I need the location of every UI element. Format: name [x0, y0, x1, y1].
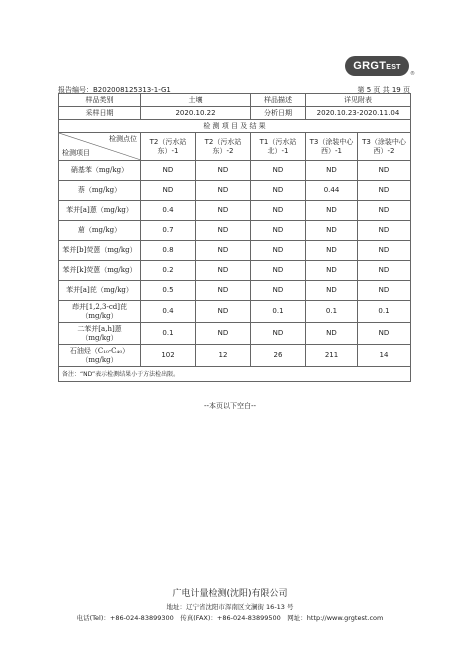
- table-row: [59, 345, 411, 367]
- result-cell: 102: [141, 345, 196, 367]
- section-title-row: [59, 120, 411, 133]
- result-cell: ND: [358, 281, 411, 301]
- result-cell: 0.8: [141, 241, 196, 261]
- result-cell: 0.1: [306, 301, 358, 323]
- table-row: [59, 161, 411, 181]
- result-cell: ND: [306, 241, 358, 261]
- analysis-date-label: 分析日期: [251, 107, 306, 120]
- column-header: T1（污水站 北）-1: [251, 133, 306, 161]
- result-cell: ND: [306, 281, 358, 301]
- result-cell: 26: [251, 345, 306, 367]
- item-name: 石油烃（C₁₀-C₄₀） （mg/kg）: [59, 345, 141, 367]
- result-cell: ND: [306, 161, 358, 181]
- result-cell: ND: [358, 181, 411, 201]
- sampling-date-label: 采样日期: [59, 107, 141, 120]
- results-table: [58, 93, 411, 382]
- sample-type-value: 土壤: [141, 94, 251, 107]
- table-row: [59, 281, 411, 301]
- result-cell: ND: [196, 201, 251, 221]
- sampling-date-value: 2020.10.22: [141, 107, 251, 120]
- table-row: [59, 181, 411, 201]
- result-cell: ND: [141, 181, 196, 201]
- result-cell: ND: [306, 261, 358, 281]
- result-cell: ND: [251, 161, 306, 181]
- table-row: [59, 241, 411, 261]
- result-cell: ND: [358, 221, 411, 241]
- result-cell: 0.4: [141, 201, 196, 221]
- report-number: 报告编号：B202008125313-1-G1: [58, 86, 171, 94]
- result-cell: ND: [251, 281, 306, 301]
- result-cell: ND: [196, 301, 251, 323]
- footer-company: 广电计量检测(沈阳)有限公司: [172, 589, 288, 599]
- result-cell: 0.44: [306, 181, 358, 201]
- result-cell: ND: [196, 161, 251, 181]
- table-row: [59, 201, 411, 221]
- result-cell: ND: [358, 261, 411, 281]
- column-header: T2（污水站 东）-1: [141, 133, 196, 161]
- item-name: 苯并[k]荧蒽（mg/kg）: [59, 261, 141, 281]
- result-cell: ND: [251, 241, 306, 261]
- result-cell: ND: [251, 181, 306, 201]
- result-cell: ND: [196, 323, 251, 345]
- result-cell: ND: [358, 201, 411, 221]
- result-cell: 0.1: [251, 301, 306, 323]
- result-cell: 0.1: [141, 323, 196, 345]
- result-cell: ND: [196, 221, 251, 241]
- result-cell: ND: [306, 201, 358, 221]
- result-cell: ND: [196, 181, 251, 201]
- result-cell: ND: [306, 323, 358, 345]
- result-cell: 0.4: [141, 301, 196, 323]
- company-logo: GRGTEST: [345, 56, 409, 76]
- result-cell: 0.1: [358, 301, 411, 323]
- item-name: 二苯并[a,h]蒽 （mg/kg）: [59, 323, 141, 345]
- column-header: T3（涂装中心 西）-2: [358, 133, 411, 161]
- result-cell: 0.5: [141, 281, 196, 301]
- item-name: 䓛（mg/kg）: [59, 221, 141, 241]
- result-cell: ND: [358, 241, 411, 261]
- result-cell: ND: [196, 281, 251, 301]
- item-name: 硝基苯（mg/kg）: [59, 161, 141, 181]
- result-cell: 0.2: [141, 261, 196, 281]
- result-cell: ND: [196, 241, 251, 261]
- page-number: 第 5 页 共 19 页: [357, 86, 410, 94]
- result-cell: ND: [358, 161, 411, 181]
- info-row-1: [59, 94, 411, 107]
- column-header-row: [59, 133, 411, 161]
- point-header: 检测点位: [109, 135, 137, 143]
- sample-desc-label: 样品描述: [251, 94, 306, 107]
- result-cell: ND: [251, 201, 306, 221]
- item-name: 苯并[a]芘（mg/kg）: [59, 281, 141, 301]
- result-cell: ND: [141, 161, 196, 181]
- table-row: [59, 323, 411, 345]
- result-cell: ND: [251, 261, 306, 281]
- result-cell: ND: [358, 323, 411, 345]
- result-cell: 14: [358, 345, 411, 367]
- footer-address: 地址：辽宁省沈阳市浑南区文澜街 16-13 号: [166, 603, 294, 611]
- diagonal-header-cell: [59, 133, 141, 161]
- table-row: [59, 221, 411, 241]
- result-cell: ND: [251, 323, 306, 345]
- result-cell: ND: [306, 221, 358, 241]
- table-note: 备注：“ND”表示检测结果小于方法检出限。: [59, 367, 411, 382]
- result-cell: 211: [306, 345, 358, 367]
- analysis-date-value: 2020.10.23-2020.11.04: [306, 107, 411, 120]
- section-title: 检 测 项 目 及 结 果: [59, 120, 411, 133]
- registered-mark: ®: [410, 71, 415, 77]
- result-cell: 0.7: [141, 221, 196, 241]
- sample-type-label: 样品类别: [59, 94, 141, 107]
- column-header: T2（污水站 东）-2: [196, 133, 251, 161]
- note-row: [59, 367, 411, 382]
- sample-desc-value: 详见附表: [306, 94, 411, 107]
- result-cell: ND: [196, 261, 251, 281]
- item-name: 茚并[1,2,3-cd]芘 （mg/kg）: [59, 301, 141, 323]
- table-row: [59, 261, 411, 281]
- result-cell: 12: [196, 345, 251, 367]
- info-row-2: [59, 107, 411, 120]
- footer-contact: 电话(Tel)：+86-024-83899300 传真(FAX)：+86-024-83899500 网址：http://www.grgtest.com: [76, 614, 384, 622]
- blank-below-mark: --本页以下空白--: [203, 402, 257, 410]
- item-header: 检测项目: [62, 149, 90, 157]
- column-header: T3（涂装中心 西）-1: [306, 133, 358, 161]
- table-row: [59, 301, 411, 323]
- result-cell: ND: [251, 221, 306, 241]
- item-name: 苯并[b]荧蒽（mg/kg）: [59, 241, 141, 261]
- item-name: 萘（mg/kg）: [59, 181, 141, 201]
- item-name: 苯并[a]蒽（mg/kg）: [59, 201, 141, 221]
